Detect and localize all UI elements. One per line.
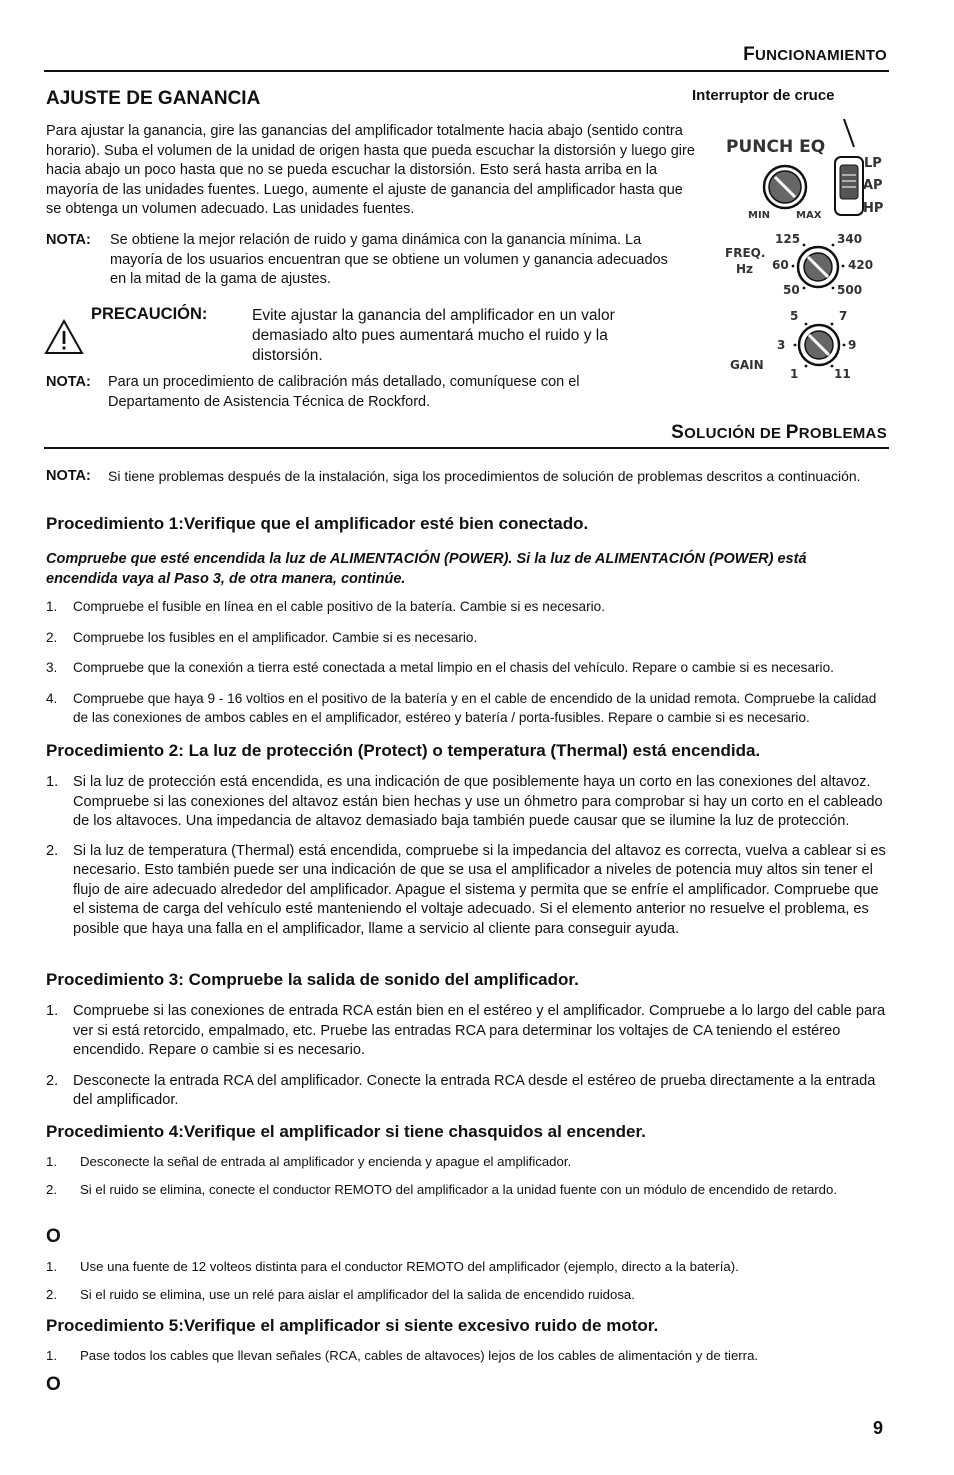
procedure-3-title: Procedimiento 3: Compruebe la salida de sonido del amplificador. [46, 970, 579, 989]
title-initial: P [785, 422, 799, 443]
procedure-2-list [46, 773, 888, 939]
note-label: NOTA: [46, 374, 91, 390]
item-number: 4. [46, 691, 58, 707]
list-item [46, 1153, 888, 1172]
note-text: Si tiene problemas después de la instalación, siga los procedimientos de solución de problemas descritos a continuación. [108, 468, 861, 484]
list-item [46, 842, 888, 940]
hp-label: HP [863, 201, 884, 216]
item-text: Compruebe si las conexiones de entrada RCA están bien en el estéreo y el amplificador. Compruebe a lo largo del cable para ver si está retorcido, empalmado, etc. Pruebe las entradas RCA para determinar los voltajes de CA teniendo el estéreo encendido. Repare o cambie si es necesario. [73, 1003, 886, 1058]
lp-label: LP [864, 156, 882, 171]
section-title-troubleshooting [671, 422, 887, 444]
item-number: 3. [46, 660, 58, 676]
item-number: 1. [46, 1154, 57, 1169]
title-rest: OLUCIÓN DE [684, 425, 786, 442]
item-text: Desconecte la señal de entrada al amplificador y encienda y apague el amplificador. [80, 1154, 572, 1169]
hz-label: Hz [736, 262, 754, 276]
item-number: 2. [46, 1286, 57, 1302]
freq-50: 50 [783, 283, 800, 297]
item-number: 1. [46, 774, 59, 790]
item-text: Pase todos los cables que llevan señales (RCA, cables de altavoces) lejos de los cables de alimentación y de tierra. [80, 1348, 759, 1363]
freq-500: 500 [837, 283, 863, 297]
list-item [46, 1181, 888, 1200]
list-item [46, 659, 888, 678]
gain-11: 11 [834, 367, 851, 381]
freq-340: 340 [837, 232, 863, 246]
or-separator: O [46, 1374, 61, 1395]
note-label: NOTA: [46, 232, 91, 248]
item-text: Desconecte la entrada RCA del amplificador. Conecte la entrada RCA desde el estéreo de prueba directamente a la entrada del amplificador. [73, 1072, 876, 1108]
list-item [46, 1072, 888, 1111]
list-item [46, 773, 888, 832]
note-text: Se obtiene la mejor relación de ruido y gama dinámica con la ganancia mínima. La mayoría de los usuarios encuentran que se obtiene un volumen y ganancia adecuados en la mitad de la gama de ajustes. [110, 232, 668, 287]
section-rule [44, 70, 889, 72]
freq-125: 125 [775, 232, 801, 246]
list-item [46, 1258, 888, 1277]
item-text: Si la luz de protección está encendida, es una indicación de que posiblemente haya un corto en las conexiones del altavoz. Compruebe si las conexiones del altavoz están bien hechas y use un óhmetro para comprobar si hay un corto en el cableado de los altavoces. Una impedancia de altavoz demasiado baja también puede causar que se ilumine la luz de protección. [73, 774, 883, 829]
freq-420: 420 [848, 258, 874, 272]
or-separator: O [46, 1226, 61, 1247]
caution-label: PRECAUCIÓN: [91, 305, 208, 323]
item-text: Compruebe el fusible en línea en el cable positivo de la batería. Cambie si es necesario. [73, 599, 605, 614]
freq-label: FREQ. [725, 246, 766, 260]
gain-1: 1 [790, 367, 799, 381]
title-initial: F [743, 44, 756, 65]
procedure-4-title: Procedimiento 4:Verifique el amplificador si tiene chasquidos al encender. [46, 1122, 646, 1141]
figure-caption: Interruptor de cruce [692, 87, 835, 104]
procedure-4-list-a [46, 1153, 888, 1199]
title-rest: UNCIONAMIENTO [755, 47, 887, 64]
freq-60: 60 [772, 258, 789, 272]
procedure-4-list-b [46, 1258, 888, 1304]
note-label: NOTA: [46, 468, 91, 484]
list-item [46, 1002, 888, 1061]
item-text: Si el ruido se elimina, use un relé para aislar el amplificador del la salida de encendido ruidosa. [80, 1286, 635, 1302]
max-label: MAX [796, 210, 822, 221]
procedure-1-list [46, 598, 888, 728]
list-item [46, 690, 888, 727]
gain-note-1 [46, 231, 686, 291]
gain-heading: AJUSTE DE GANANCIA [46, 88, 261, 109]
list-item [46, 1347, 888, 1366]
list-item [46, 629, 888, 648]
procedure-1-title: Procedimiento 1:Verifique que el amplificador esté bien conectado. [46, 514, 589, 533]
item-number: 1. [46, 1003, 59, 1019]
procedure-5-list [46, 1347, 888, 1366]
item-number: 2. [46, 1181, 57, 1197]
item-number: 1. [46, 1259, 57, 1274]
list-item [46, 598, 888, 617]
list-item [46, 1286, 888, 1305]
section-title-funcionamiento [743, 44, 887, 66]
procedure-2-title: Procedimiento 2: La luz de protección (Protect) o temperatura (Thermal) está encendida. [46, 741, 761, 760]
item-number: 2. [46, 842, 59, 859]
procedure-1-intro: Compruebe que esté encendida la luz de ALIMENTACIÓN (POWER). Si la luz de ALIMENTACIÓN (POWER) está encendida vaya al Paso 3, de otra manera, continúe. [46, 551, 807, 587]
item-number: 2. [46, 1072, 59, 1089]
gain-7: 7 [839, 309, 848, 323]
item-text: Si el ruido se elimina, conecte el conductor REMOTO del amplificador a la unidad fuente con un módulo de encendido de retardo. [80, 1181, 838, 1197]
page-number: 9 [873, 1418, 884, 1438]
item-text: Compruebe los fusibles en el amplificador. Cambie si es necesario. [73, 629, 478, 645]
ap-label: AP [863, 178, 883, 193]
item-text: Compruebe que la conexión a tierra esté conectada a metal limpio en el chasis del vehículo. Repare o cambie si es necesario. [73, 660, 834, 676]
gain-paragraph: Para ajustar la ganancia, gire las ganancias del amplificador totalmente hacia abajo (sentido contra horario). Suba el volumen de la unidad de origen hasta que pueda escuchar la distorsión y luego gire hacia abajo un poco hasta que no se pueda escuchar la distorsión. Esto será hasta arriba en la mayoría de las unidades fuentes. Luego, aumente el ajuste de ganancia del amplificador hasta que se obtenga un volumen adecuado. Las unidades fuentes. [46, 123, 695, 217]
min-label: MIN [748, 210, 771, 221]
item-number: 1. [46, 1348, 57, 1363]
item-text: Compruebe que haya 9 - 16 voltios en el positivo de la batería y en el cable de encendido de la unidad remota. Compruebe la calidad de las conexiones de ambos cables en el amplificador, estéreo y batería / porta-fusibles. Repare o cambie si es necesario. [73, 691, 877, 725]
item-number: 1. [46, 599, 58, 614]
gain-5: 5 [790, 309, 799, 323]
gain-9: 9 [848, 338, 857, 352]
note-text: Para un procedimiento de calibración más detallado, comuníquese con el Departamento de Asistencia Técnica de Rockford. [108, 374, 580, 410]
gain-3: 3 [777, 338, 786, 352]
warning-icon [44, 318, 84, 356]
procedure-5-title: Procedimiento 5:Verifique el amplificador si siente excesivo ruido de motor. [46, 1316, 659, 1335]
title-rest: ROBLEMAS [798, 425, 887, 442]
caution-text: Evite ajustar la ganancia del amplificador en un valor demasiado alto pues aumentará mucho el ruido y la distorsión. [252, 307, 615, 364]
gain-label: GAIN [730, 358, 764, 372]
title-initial: S [671, 422, 685, 443]
section-rule [44, 447, 889, 449]
crossover-figure [720, 115, 890, 390]
punch-eq-label: PUNCH EQ [726, 137, 826, 157]
item-number: 2. [46, 629, 58, 645]
procedure-3-list [46, 1002, 888, 1111]
item-text: Si la luz de temperatura (Thermal) está encendida, compruebe si la impedancia del altavoz es correcta, vuelva a cablear si es necesario. Esto también puede ser una indicación de que se usa el amplificador a niveles de potencia muy altos sin tener el flujo de aire adecuado alrededor del amplificador. Apague el sistema y permita que se enfríe el amplificador. Compruebe que el sistema de carga del vehículo esté manteniendo el voltaje adecuado. Si el elemento anterior no resuelve el problema, es posible que haya una falla en el amplificador, llame a servicio al cliente para conseguir ayuda. [73, 842, 886, 937]
troubleshooting-note [46, 467, 888, 507]
item-text: Use una fuente de 12 volteos distinta para el conductor REMOTO del amplificador (ejemplo, directo a la batería). [80, 1259, 739, 1274]
gain-note-2 [46, 373, 686, 413]
